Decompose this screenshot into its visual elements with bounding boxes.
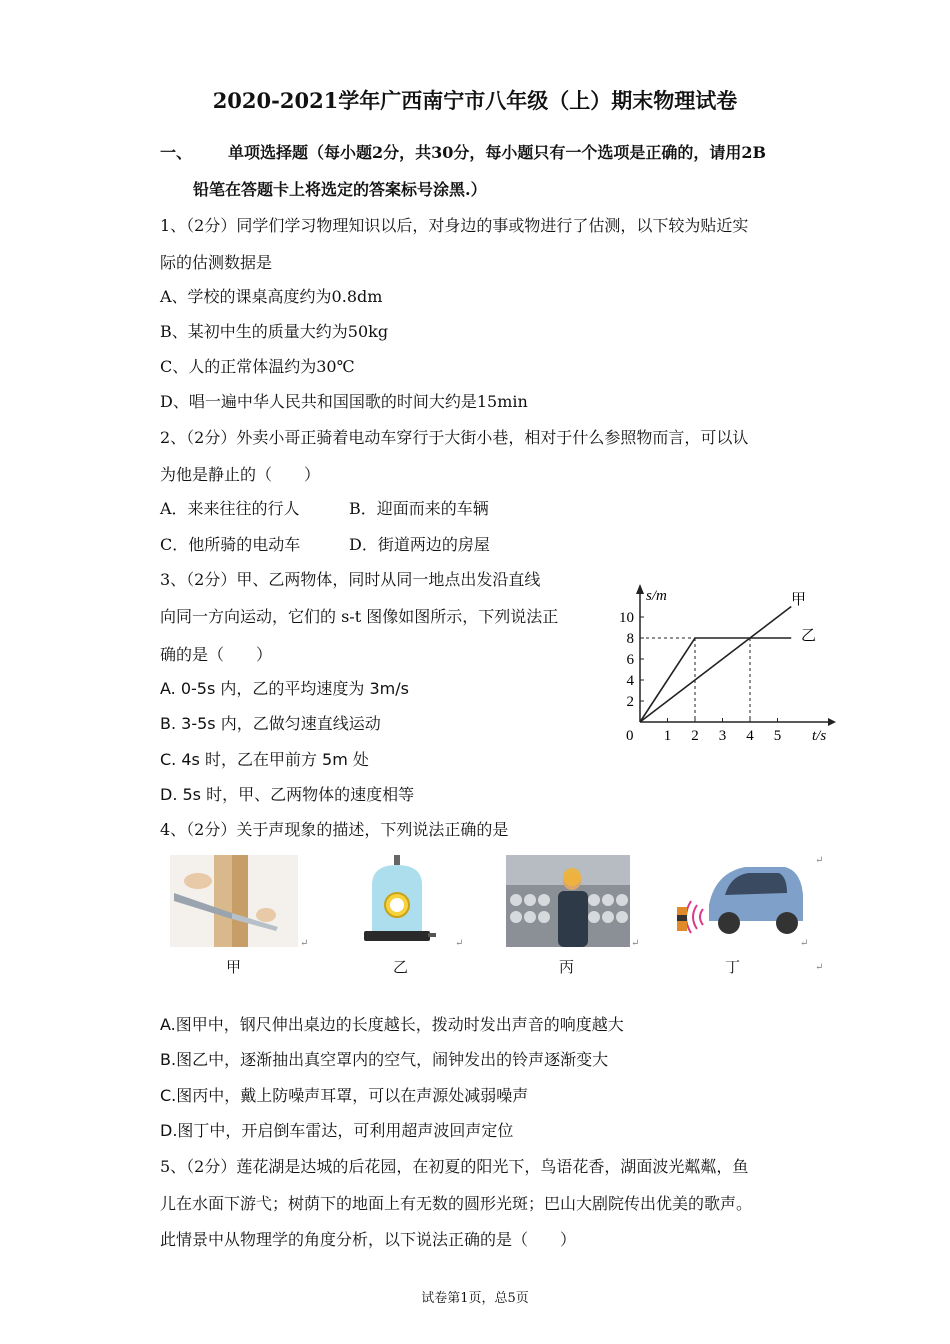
q1-stem: 1、（2分）同学们学习物理知识以后，对身边的事或物进行了估测，以下较为贴近实 [160, 216, 749, 235]
q3-option-d: D. 5s 时，甲、乙两物体的速度相等 [160, 785, 415, 804]
q1-stem-cont: 际的估测数据是 [160, 253, 273, 272]
q3-stem-cont2: 确的是（ ） [160, 645, 273, 664]
origin-label: 0 [626, 728, 634, 744]
y-tick-label: 8 [626, 631, 634, 647]
x-tick-label: 4 [746, 728, 754, 744]
bell-jar-image [358, 855, 436, 947]
q3-option-a: A. 0-5s 内，乙的平均速度为 3m/s [160, 679, 409, 698]
y-tick-label: 4 [626, 673, 634, 689]
caption-ding: 丁 [725, 958, 741, 976]
q4-option-d: D.图丁中，开启倒车雷达，可利用超声波回声定位 [160, 1121, 514, 1140]
paragraph-mark: ↵ [815, 962, 824, 973]
section-heading-cont: 铅笔在答题卡上将选定的答案标号涂黑.） [193, 180, 487, 199]
section-heading: 单项选择题（每小题2分，共30分，每小题只有一个选项是正确的，请用2B [228, 143, 767, 162]
q2-option-a: A．来来往往的行人 [160, 499, 300, 518]
q3-option-c: C. 4s 时，乙在甲前方 5m 处 [160, 750, 369, 769]
figure-ding [675, 855, 805, 947]
factory-worker-image [506, 855, 630, 947]
st-graph [610, 580, 845, 750]
x-tick-label: 5 [773, 728, 782, 744]
series-line-yi [640, 638, 791, 722]
q2-stem: 2、（2分）外卖小哥正骑着电动车穿行于大街小巷，相对于什么参照物而言，可以认 [160, 428, 749, 447]
series-label-yi: 乙 [801, 626, 817, 644]
q2-option-d: D．街道两边的房屋 [349, 535, 490, 554]
paragraph-mark: ↵ [455, 938, 464, 949]
q4-option-a: A.图甲中，钢尺伸出桌边的长度越长，拨动时发出声音的响度越大 [160, 1015, 624, 1034]
paragraph-mark: ↵ [631, 938, 640, 949]
page-footer: 试卷第1页，总5页 [421, 1291, 529, 1306]
q5-stem-cont2: 此情景中从物理学的角度分析，以下说法正确的是（ ） [160, 1230, 577, 1249]
page-title: 2020-2021学年广西南宁市八年级（上）期末物理试卷 [212, 88, 738, 113]
q1-option-b: B、某初中生的质量大约为50kg [160, 322, 389, 341]
q1-option-a: A、学校的课桌高度约为0.8dm [160, 287, 383, 306]
q2-option-b: B．迎面而来的车辆 [349, 499, 489, 518]
q3-option-b: B. 3-5s 内，乙做匀速直线运动 [160, 714, 381, 733]
x-axis-arrow [828, 718, 836, 726]
q3-stem-cont: 向同一方向运动，它们的 s-t 图像如图所示，下列说法正 [160, 607, 559, 626]
series-label-jia: 甲 [791, 590, 807, 608]
paragraph-mark: ↵ [815, 855, 824, 866]
y-tick-label: 10 [619, 610, 634, 626]
q1-option-c: C、人的正常体温约为30℃ [160, 357, 355, 376]
x-tick-label: 1 [663, 728, 672, 744]
ruler-desk-image [170, 855, 298, 947]
caption-yi: 乙 [393, 958, 409, 976]
q2-option-c: C．他所骑的电动车 [160, 535, 301, 554]
q1-option-d: D、唱一遍中华人民共和国国歌的时间大约是15min [160, 392, 528, 411]
y-axis-arrow [636, 584, 644, 594]
series-line-jia [640, 607, 791, 723]
paragraph-mark: ↵ [300, 938, 309, 949]
q4-option-b: B.图乙中，逐渐抽出真空罩内的空气，闹钟发出的铃声逐渐变大 [160, 1050, 609, 1069]
q2-stem-cont: 为他是静止的（ ） [160, 465, 321, 484]
section-number: 一、 [160, 143, 193, 162]
q5-stem-cont: 儿在水面下游弋；树荫下的地面上有无数的圆形光斑；巴山大剧院传出优美的歌声。 [160, 1194, 753, 1213]
q3-stem: 3、（2分）甲、乙两物体，同时从同一地点出发沿直线 [160, 570, 541, 589]
y-tick-label: 2 [626, 694, 634, 710]
y-tick-label: 6 [626, 652, 634, 668]
x-tick-label: 2 [691, 728, 699, 744]
figure-yi [358, 855, 436, 947]
caption-jia: 甲 [226, 958, 242, 976]
x-axis-label: t/s [812, 728, 827, 744]
graph-series [640, 607, 791, 723]
figure-jia [170, 855, 298, 947]
caption-bing: 丙 [559, 958, 575, 976]
q4-stem: 4、（2分）关于声现象的描述，下列说法正确的是 [160, 820, 509, 839]
car-radar-image [675, 855, 805, 947]
q4-option-c: C.图丙中，戴上防噪声耳罩，可以在声源处减弱噪声 [160, 1086, 529, 1105]
paragraph-mark: ↵ [800, 938, 809, 949]
figure-bing [506, 855, 630, 947]
y-axis-label: s/m [646, 588, 667, 604]
q5-stem: 5、（2分）莲花湖是达城的后花园，在初夏的阳光下，鸟语花香，湖面波光粼粼，鱼 [160, 1157, 749, 1176]
x-tick-label: 3 [718, 728, 727, 744]
